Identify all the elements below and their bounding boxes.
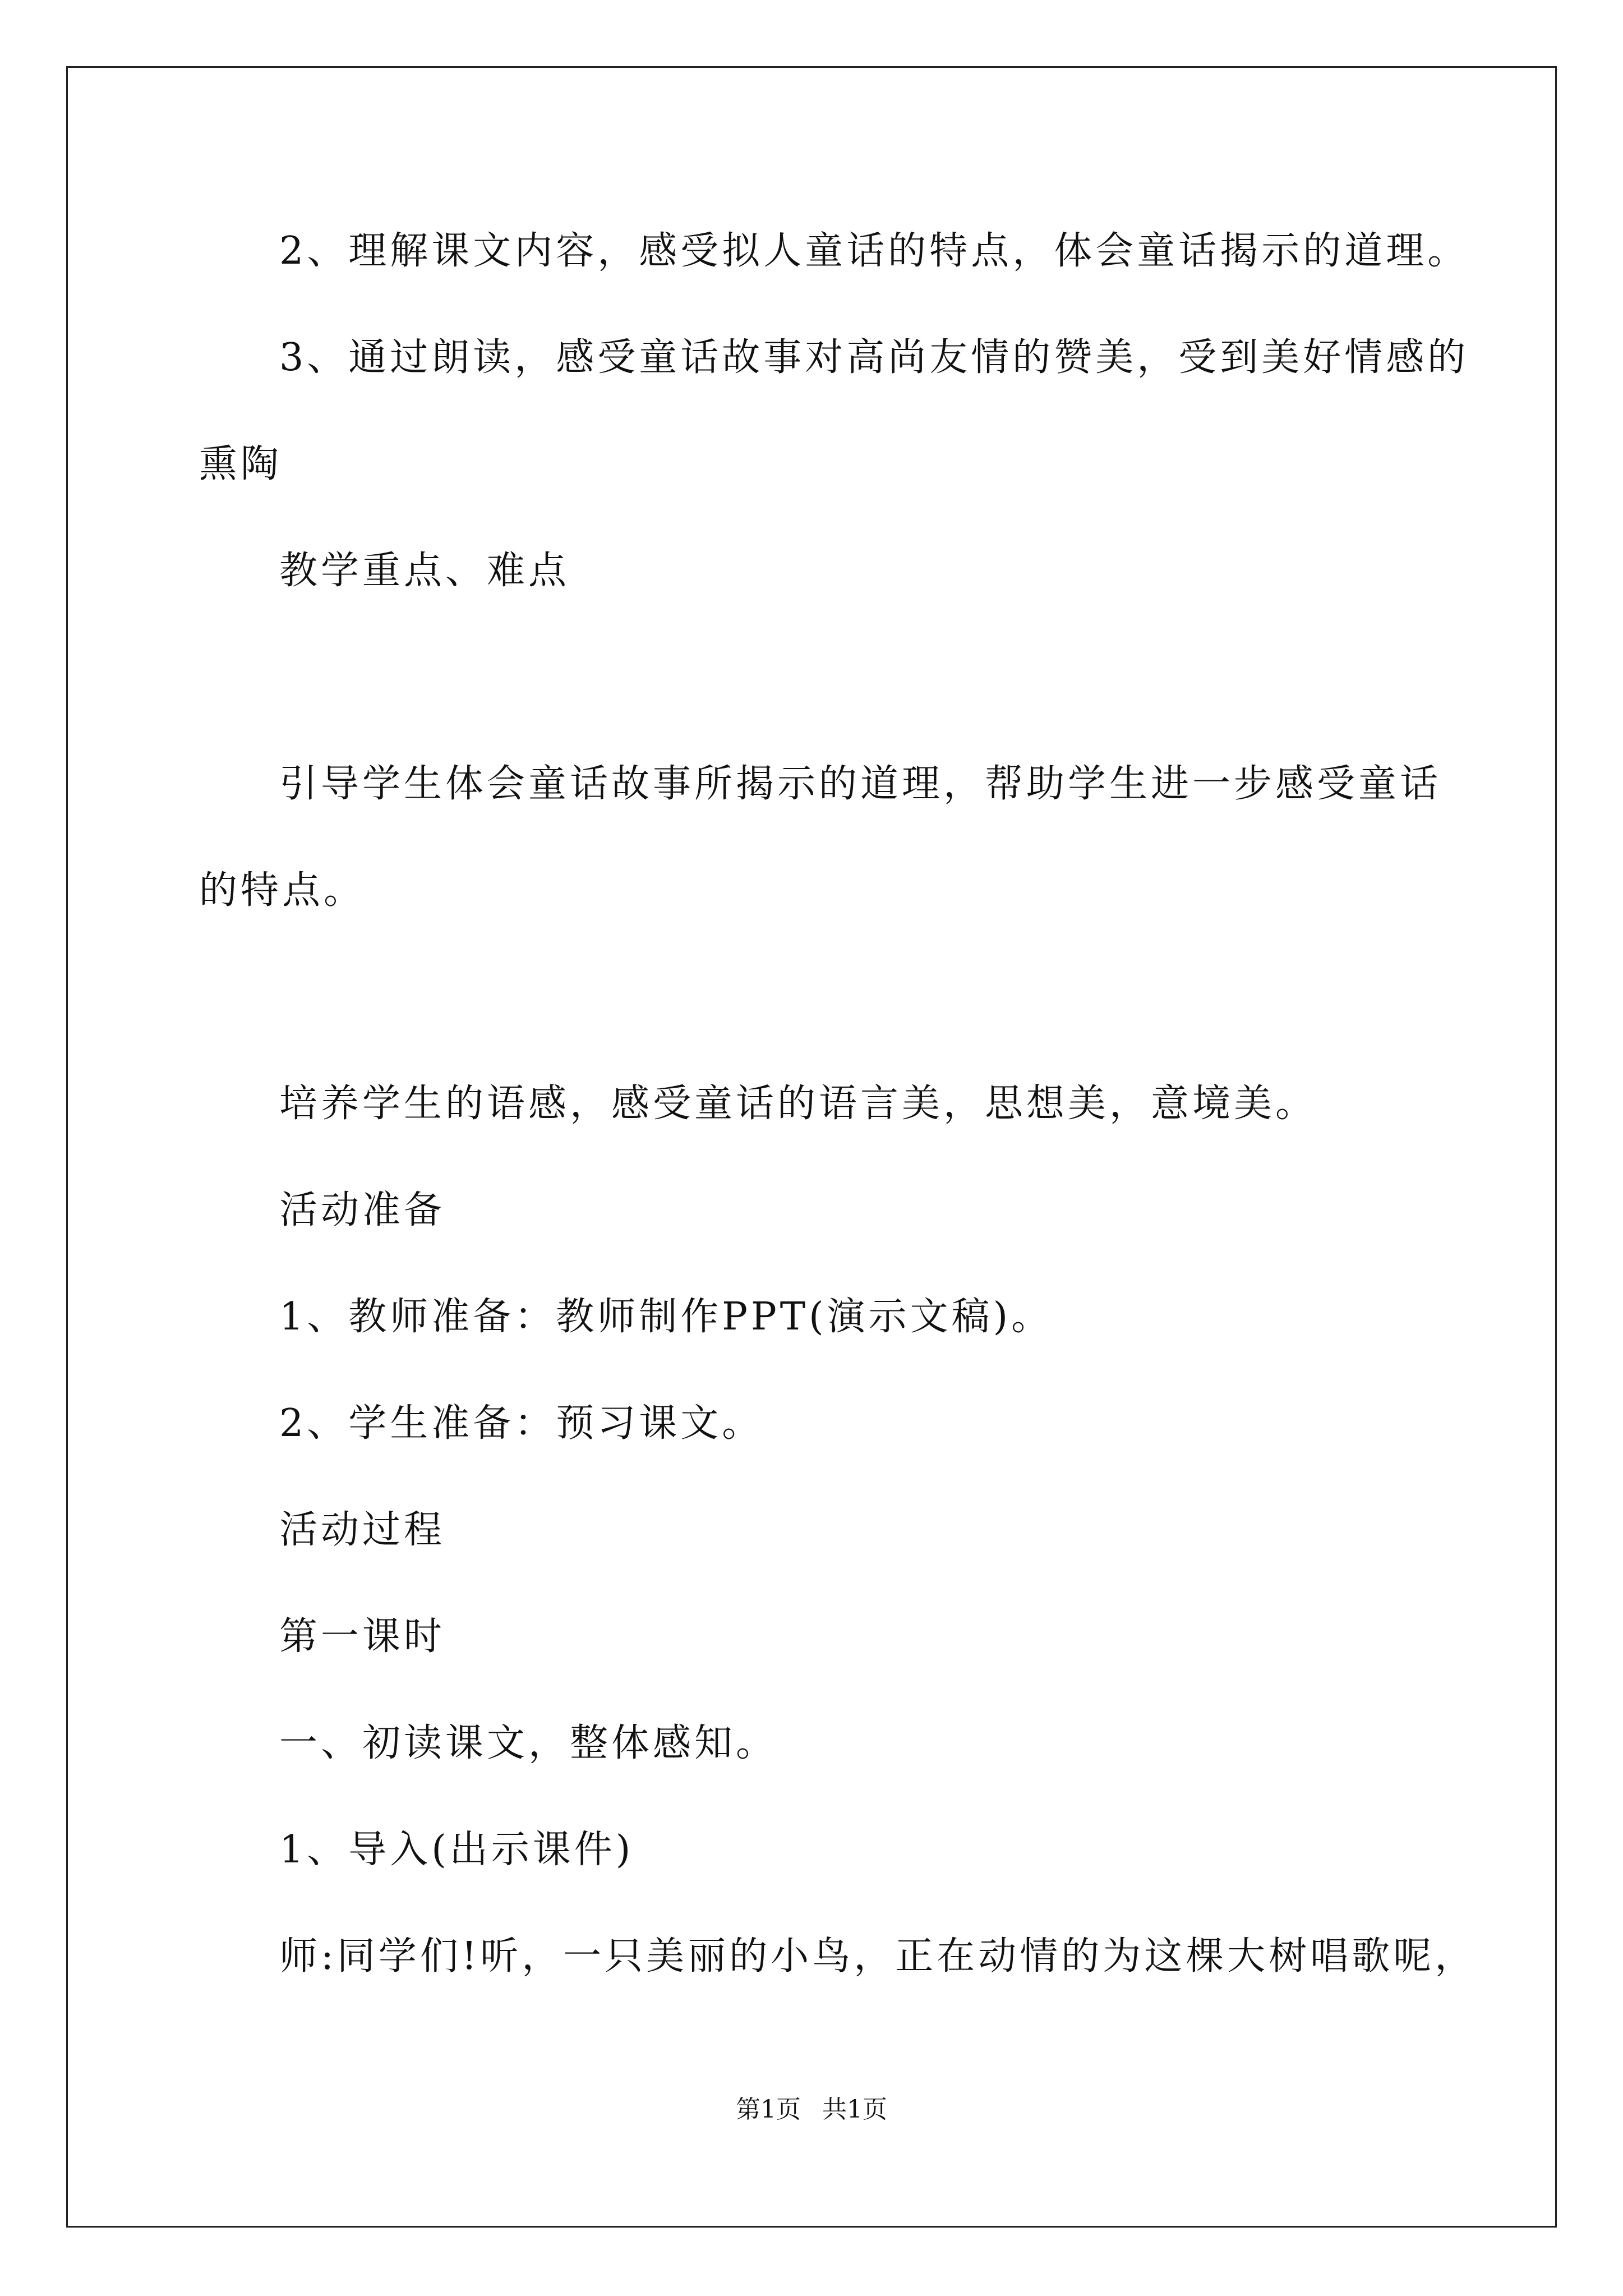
text-line-key-point-1: 引导学生体会童话故事所揭示的道理，帮助学生进一步感受童话 [279, 762, 1442, 806]
text-line-intro: 1、导入(出示课件) [279, 1828, 634, 1872]
page-footer [0, 2093, 1623, 2127]
text-line-objective-2: 2、理解课文内容，感受拟人童话的特点，体会童话揭示的道理。 [279, 229, 1469, 273]
text-line-objective-3: 3、通过朗读，感受童话故事对高尚友情的赞美，受到美好情感的 [279, 335, 1469, 380]
text-line-teacher-speech: 师:同学们!听，一只美丽的小鸟，正在动情的为这棵大树唱歌呢， [279, 1934, 1477, 1978]
page-number: 第1页 [736, 2095, 801, 2124]
section-heading-process: 活动过程 [279, 1508, 446, 1552]
page-total: 共1页 [822, 2095, 887, 2124]
text-line-step-one: 一、初读课文，整体感知。 [279, 1721, 778, 1765]
text-line-teacher-prep: 1、教师准备：教师制作PPT(演示文稿)。 [279, 1295, 1053, 1339]
text-line-objective-3-cont: 熏陶 [199, 442, 283, 486]
text-line-student-prep: 2、学生准备：预习课文。 [279, 1401, 764, 1446]
section-heading-key-points: 教学重点、难点 [279, 549, 570, 593]
text-line-first-lesson: 第一课时 [279, 1614, 446, 1659]
page-border [66, 66, 1557, 2228]
text-line-key-point-2: 培养学生的语感，感受童话的语言美，思想美，意境美。 [279, 1082, 1317, 1126]
text-line-key-point-1-cont: 的特点。 [199, 868, 366, 913]
section-heading-preparation: 活动准备 [279, 1188, 446, 1232]
